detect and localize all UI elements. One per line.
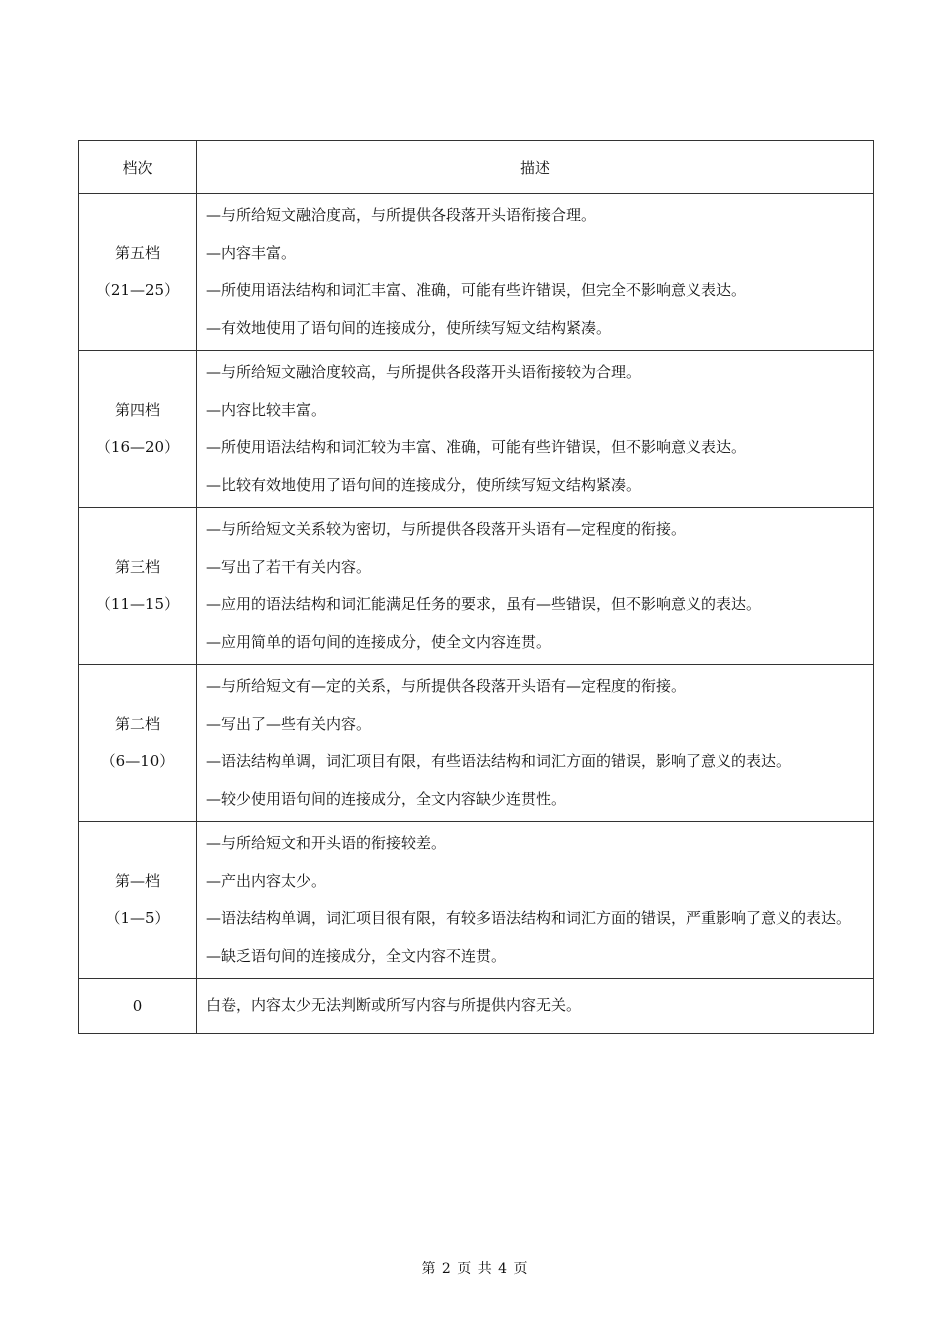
description-line: —写出了—些有关内容。 [206, 714, 372, 733]
level-name: 第—档 [114, 872, 160, 890]
level-cell [79, 822, 197, 979]
description-cell [197, 979, 874, 1034]
description-line: —较少使用语句间的连接成分，全文内容缺少连贯性。 [206, 789, 567, 808]
table-header-row [79, 141, 874, 194]
description-line: —应用的语法结构和词汇能满足任务的要求，虽有—些错误，但不影响意义的表达。 [206, 595, 762, 613]
description-line: —所使用语法结构和词汇丰富、准确，可能有些许错误，但完全不影响意义表达。 [206, 281, 747, 299]
description-line: —产出内容太少。 [206, 871, 327, 890]
description-line: 白卷，内容太少无法判断或所写内容与所提供内容无关。 [206, 996, 582, 1015]
description-line: —应用简单的语句间的连接成分，使全文内容连贯。 [206, 632, 552, 651]
description-line: —所使用语法结构和词汇较为丰富、准确，可能有些许错误，但不影响意义表达。 [206, 438, 747, 456]
description-cell [197, 508, 874, 665]
level-name: 0 [132, 996, 143, 1015]
description-line: —与所给短文有—定的关系，与所提供各段落开头语有—定程度的衔接。 [206, 677, 687, 695]
level-cell [79, 351, 197, 508]
description-line: —与所给短文关系较为密切，与所提供各段落开头语有—定程度的衔接。 [206, 520, 687, 538]
table-row-level-0 [79, 979, 874, 1034]
level-name: 第三档 [114, 558, 160, 576]
level-cell [79, 194, 197, 351]
description-line: —内容丰富。 [206, 243, 297, 262]
table-row-level-3 [79, 508, 874, 665]
table-row-level-5 [79, 194, 874, 351]
level-cell [79, 665, 197, 822]
page-number-footer: 第 2 页 共 4 页 [421, 1261, 529, 1277]
header-description: 描述 [197, 141, 874, 194]
level-range: （1—5） [105, 909, 170, 927]
table-row-level-4 [79, 351, 874, 508]
description-line: —比较有效地使用了语句间的连接成分，使所续写短文结构紧凑。 [206, 475, 642, 494]
description-cell [197, 194, 874, 351]
description-line: —与所给短文和开头语的衔接较差。 [206, 834, 447, 852]
level-name: 第二档 [114, 715, 160, 733]
description-cell [197, 665, 874, 822]
description-cell [197, 351, 874, 508]
description-line: —内容比较丰富。 [206, 400, 327, 419]
description-line: —缺乏语句间的连接成分，全文内容不连贯。 [206, 946, 507, 965]
table-row-level-1 [79, 822, 874, 979]
level-cell [79, 979, 197, 1034]
description-cell [197, 822, 874, 979]
level-name: 第四档 [114, 401, 160, 419]
description-line: —与所给短文融洽度较高，与所提供各段落开头语衔接较为合理。 [206, 363, 642, 381]
table-row-level-2 [79, 665, 874, 822]
description-line: —语法结构单调，词汇项目很有限，有较多语法结构和词汇方面的错误，严重影响了意义的表达。 [206, 909, 852, 927]
level-range: （21—25） [95, 281, 180, 299]
description-line: —有效地使用了语句间的连接成分，使所续写短文结构紧凑。 [206, 318, 612, 337]
level-range: （16—20） [95, 438, 180, 456]
level-range: （6—10） [100, 752, 175, 770]
level-cell [79, 508, 197, 665]
description-line: —语法结构单调，词汇项目有限，有些语法结构和词汇方面的错误，影响了意义的表达。 [206, 752, 792, 770]
scoring-rubric-table [78, 140, 874, 1034]
level-range: （11—15） [95, 595, 180, 613]
description-line: —写出了若干有关内容。 [206, 557, 372, 576]
level-name: 第五档 [114, 244, 160, 262]
description-line: —与所给短文融洽度高，与所提供各段落开头语衔接合理。 [206, 206, 597, 224]
header-level: 档次 [79, 141, 197, 194]
